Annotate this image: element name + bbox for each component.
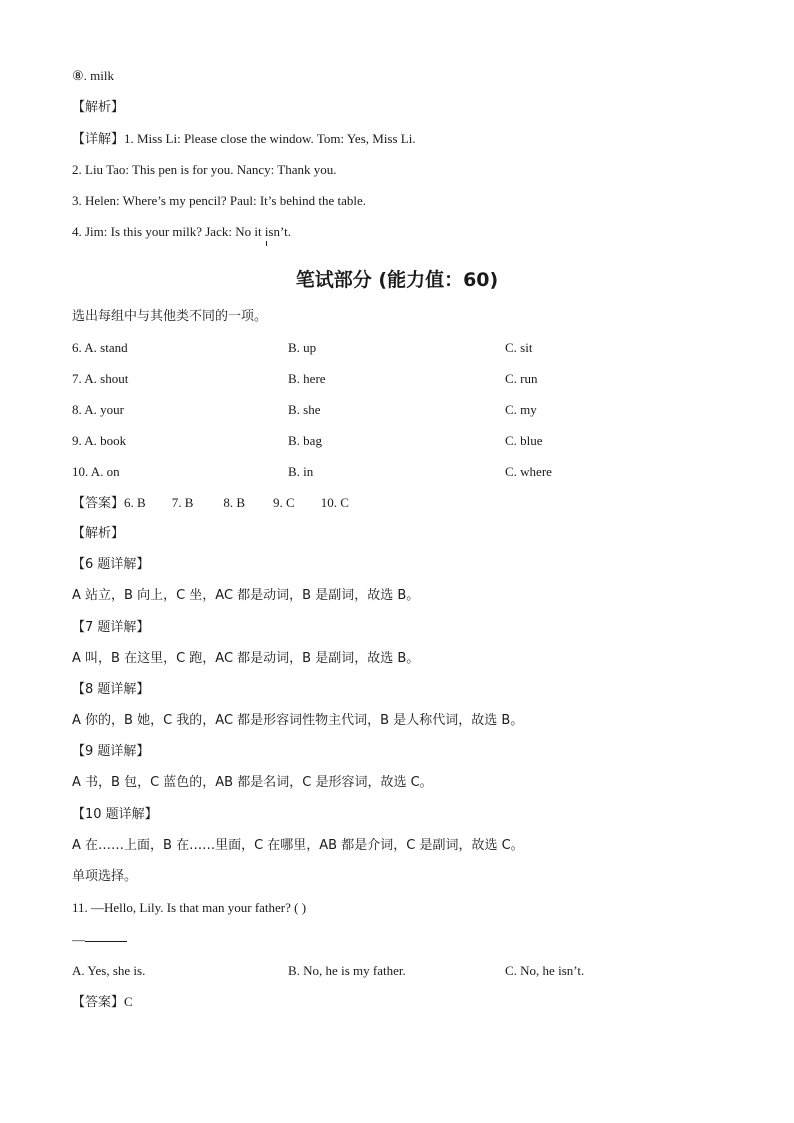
answers-row — [72, 495, 349, 512]
option-b: B. bag — [288, 433, 322, 448]
q9-detail-label: 【9 题详解】 — [72, 744, 150, 759]
option-a: 6. A. stand — [72, 340, 128, 355]
q8-detail-label: 【8 题详解】 — [72, 682, 150, 697]
q7-detail-text: A 叫，B 在这里，C 跑，AC 都是动词，B 是副词，故选 B。 — [72, 651, 420, 666]
q11-option-a: A. Yes, she is. — [72, 963, 146, 978]
blank-underline — [85, 941, 127, 942]
stray-mark — [266, 241, 267, 246]
option-c: C. sit — [505, 340, 533, 355]
detail-line-3: 3. Helen: Where’s my pencil? Paul: It’s behind the table. — [72, 193, 366, 208]
q11-answer-label: 【答案】 — [72, 995, 125, 1010]
detail-line-1: 【详解】1. Miss Li: Please close the window. Tom: Yes, Miss Li. — [72, 131, 416, 146]
detail-line-4: 4. Jim: Is this your milk? Jack: No it isn’t. — [72, 224, 291, 239]
option-c: C. run — [505, 371, 538, 386]
option-a: 10. A. on — [72, 464, 120, 479]
answer-blank-line — [72, 932, 127, 948]
answer-item: 8. B — [223, 495, 246, 510]
answer-8: ⑧. milk — [72, 68, 114, 83]
detail-line-2: 2. Liu Tao: This pen is for you. Nancy: Thank you. — [72, 162, 337, 177]
option-c: C. my — [505, 402, 537, 417]
option-b: B. up — [288, 340, 317, 355]
option-a: 8. A. your — [72, 402, 124, 417]
analysis-label-top: 【解析】 — [72, 100, 125, 115]
option-a: 7. A. shout — [72, 371, 129, 386]
answer-item: 6. B — [124, 495, 146, 510]
answer-item: 9. C — [273, 495, 295, 510]
q11-answer-value: C — [124, 994, 133, 1009]
analysis-label: 【解析】 — [72, 526, 125, 541]
q11-answer-row — [72, 994, 133, 1011]
dash: — — [72, 932, 85, 947]
option-b: B. in — [288, 464, 314, 479]
q6-detail-label: 【6 题详解】 — [72, 557, 150, 572]
q7-detail-label: 【7 题详解】 — [72, 620, 150, 635]
answer-item: 7. B — [171, 495, 194, 510]
q10-detail-label: 【10 题详解】 — [72, 807, 158, 822]
q8-detail-text: A 你的，B 她，C 我的，AC 都是形容词性物主代词，B 是人称代词，故选 B。 — [72, 713, 524, 728]
answer-item: 10. C — [320, 495, 349, 510]
option-a: 9. A. book — [72, 433, 127, 448]
option-c: C. blue — [505, 433, 543, 448]
answers-label: 【答案】 — [72, 496, 125, 511]
q11-option-c: C. No, he isn’t. — [505, 963, 585, 978]
q9-detail-text: A 书，B 包，C 蓝色的，AB 都是名词，C 是形容词，故选 C。 — [72, 775, 433, 790]
q6-detail-text: A 站立，B 向上，C 坐，AC 都是动词，B 是副词，故选 B。 — [72, 588, 420, 603]
question-11: 11. —Hello, Lily. Is that man your father? ( ) — [72, 900, 307, 915]
q11-option-b: B. No, he is my father. — [288, 963, 406, 978]
single-choice-heading: 单项选择。 — [72, 869, 138, 884]
section-instruction: 选出每组中与其他类不同的一项。 — [72, 309, 268, 324]
section-title: 笔试部分 (能力值：60) — [295, 269, 499, 291]
option-b: B. here — [288, 371, 326, 386]
option-b: B. she — [288, 402, 321, 417]
q10-detail-text: A 在……上面，B 在……里面，C 在哪里，AB 都是介词，C 是副词，故选 C。 — [72, 838, 524, 853]
option-c: C. where — [505, 464, 552, 479]
